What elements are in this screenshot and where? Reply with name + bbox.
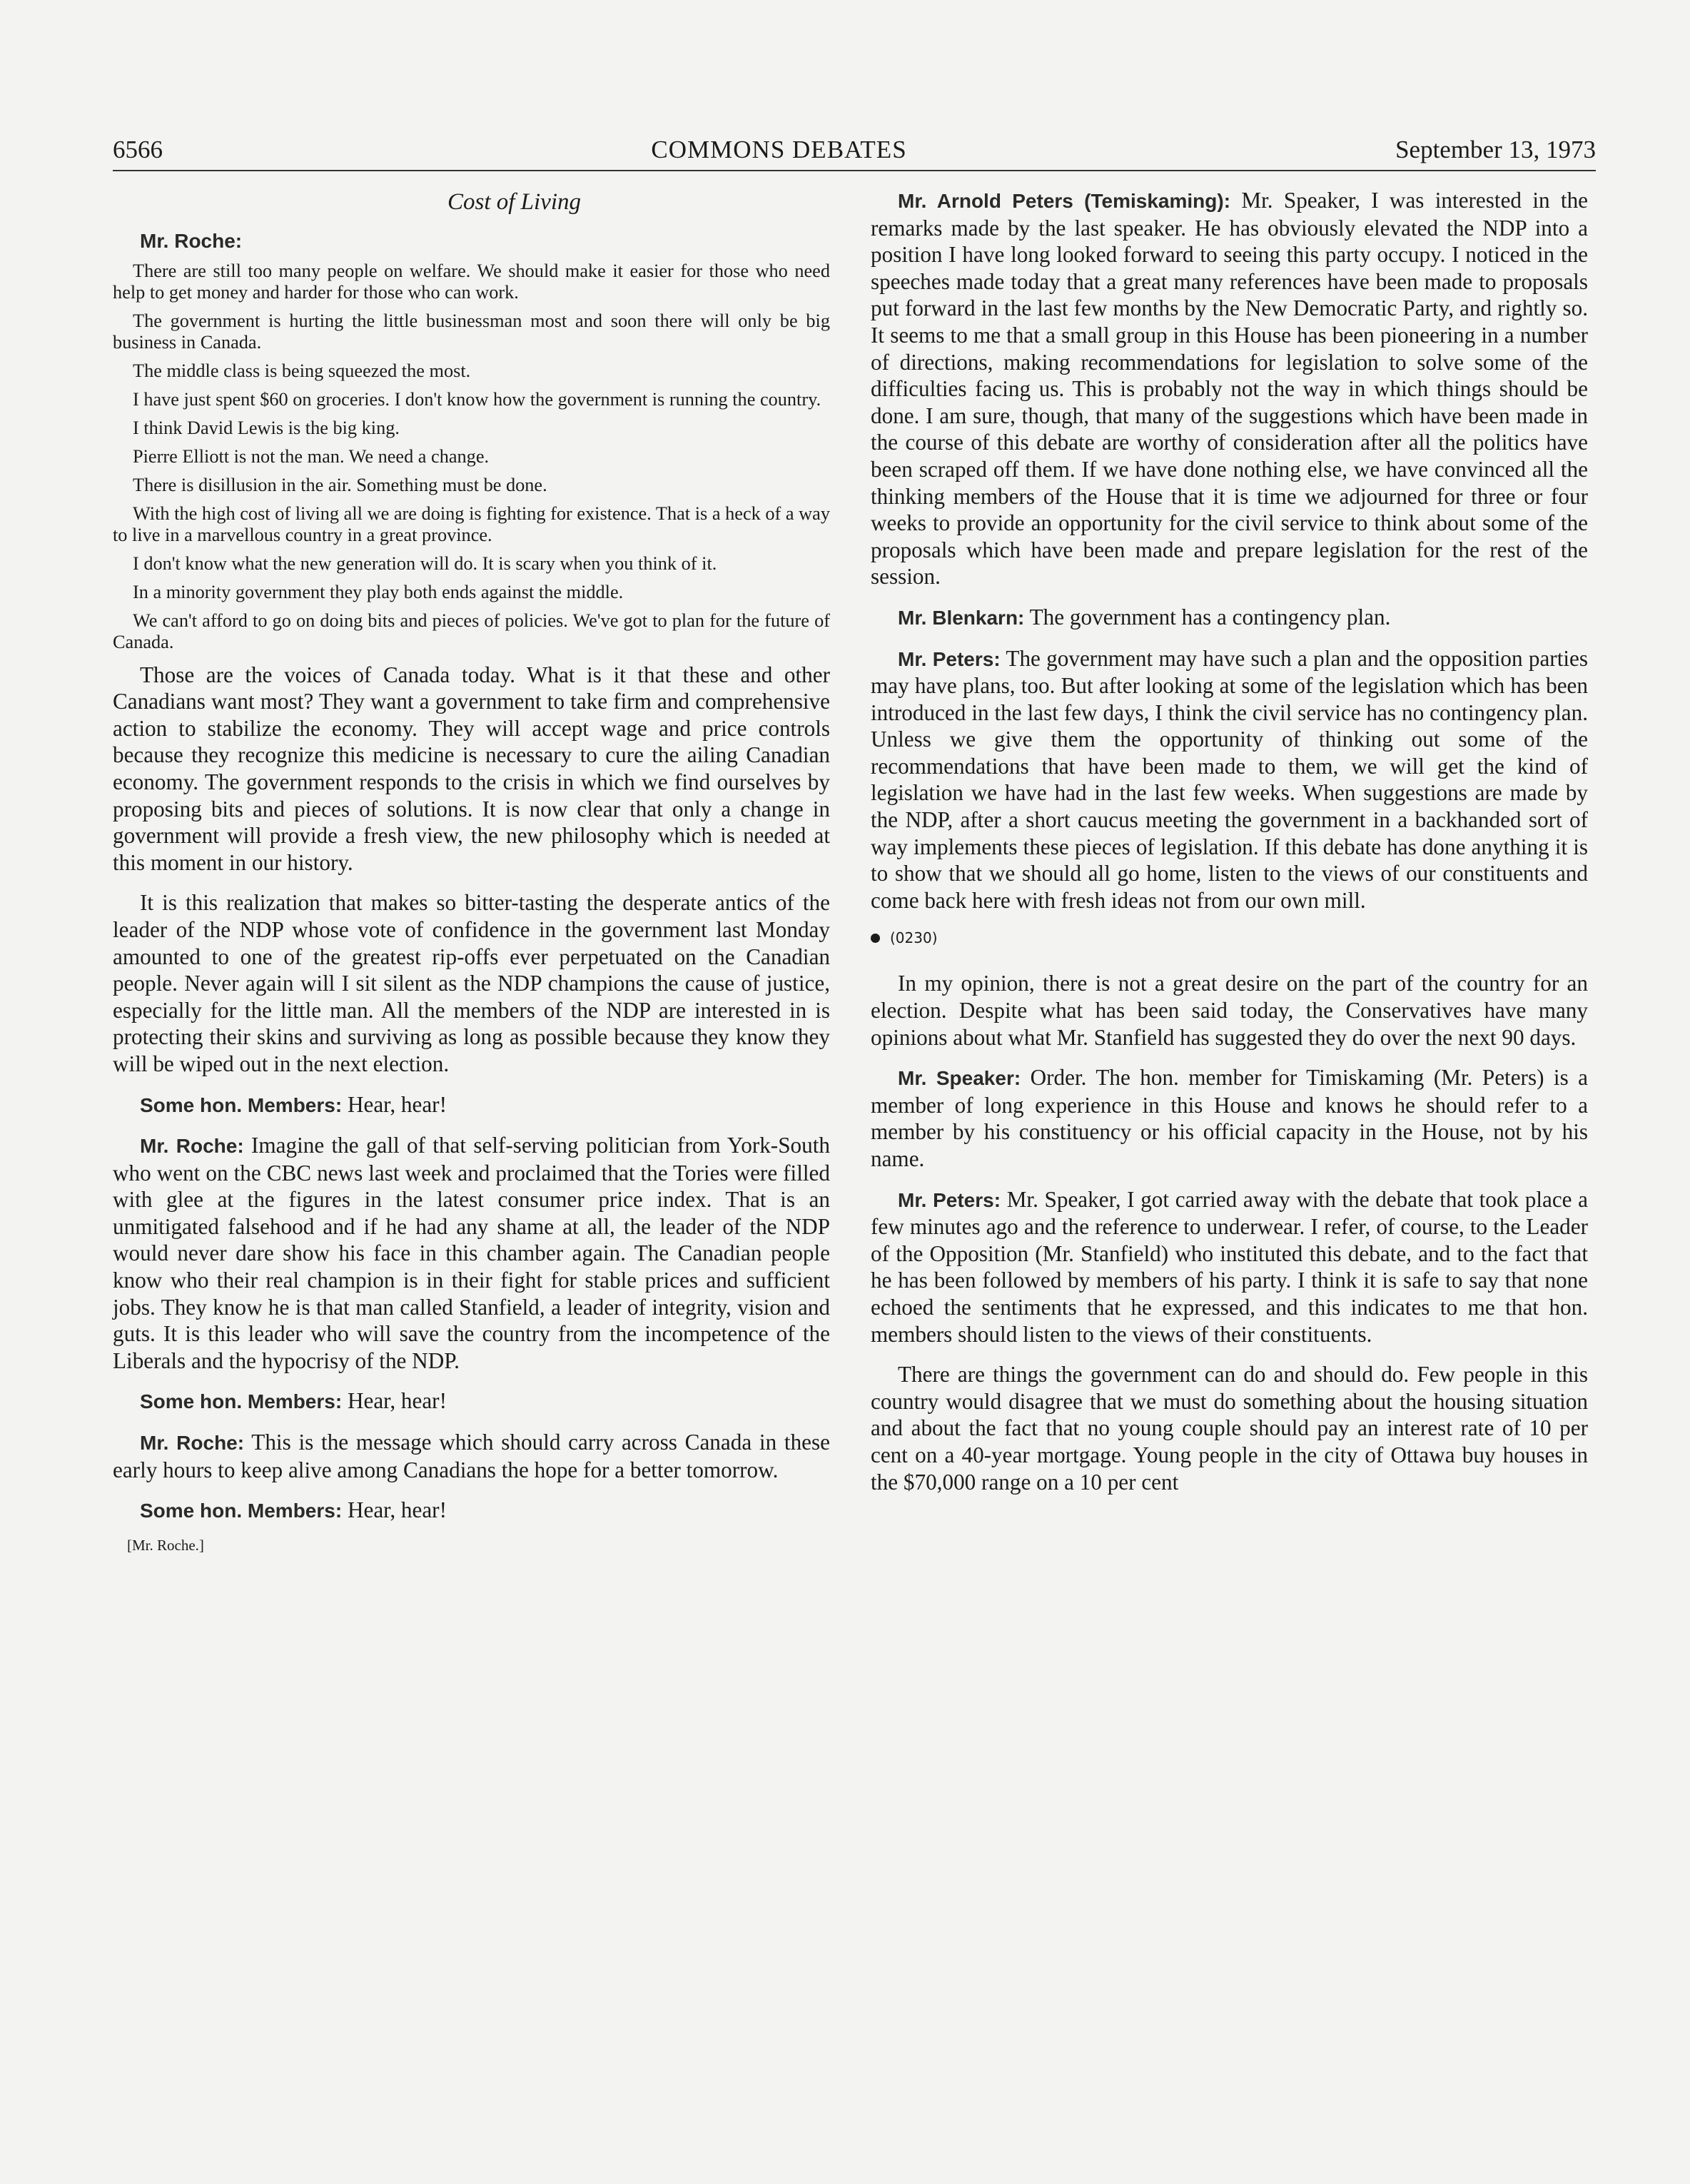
speaker-paragraph bbox=[113, 1132, 830, 1374]
section-title: Cost of Living bbox=[447, 189, 582, 215]
right-column bbox=[871, 187, 1588, 1509]
speech-text: Order. The hon. member for Timiskaming (Mr. Peters) is a member of long experience in this House and knows he should refer to a member by his constituency or his official capacity in the House, not by his name. bbox=[871, 1065, 1589, 1171]
interjection bbox=[113, 1387, 830, 1415]
speaker-name: Mr. Peters: bbox=[898, 1188, 1001, 1211]
body-paragraph: In my opinion, there is not a great desire on the part of the country for an election. Despite what has been said today, the Conservatives have many opinions about what Mr. Stanfield has suggested they do over the next 90 days. bbox=[871, 971, 1588, 1050]
speaker-note: [Mr. Roche.] bbox=[127, 1536, 204, 1554]
quote-item: With the high cost of living all we are doing is fighting for existence. That is a heck of a way to live in a marvellous country in a great province. bbox=[113, 502, 830, 545]
speaker-name: Mr. Roche: bbox=[140, 1432, 245, 1455]
page-header bbox=[113, 136, 1596, 171]
speech-text: This is the message which should carry across Canada in these early hours to keep alive among Canadians the hope for a better tomorrow. bbox=[113, 1430, 830, 1482]
interjection bbox=[113, 1091, 830, 1119]
quote-item: The middle class is being squeezed the most. bbox=[133, 360, 471, 381]
speaker-paragraph bbox=[871, 187, 1588, 590]
speaker-name: Mr. Peters: bbox=[898, 647, 1001, 670]
speaker-paragraph bbox=[113, 227, 830, 255]
quote-item: I have just spent $60 on groceries. I don't know how the government is running the country. bbox=[133, 388, 821, 410]
quote-item: The government is hurting the little businessman most and soon there will only be big business in Canada. bbox=[113, 310, 830, 353]
speech-text: Imagine the gall of that self-serving politician from York-South who went on the CBC news last week and proclaimed that the Tories were filled with glee at the figures in the latest consumer price index. That is an unmitigated falsehood and if he had any shame at all, the leader of the NDP would never dare show his face in this chamber again. The Canadian people know who their real champion is in their fight for stable prices and sufficient jobs. They know he is that man called Stanfield, a leader of integrity, vision and guts. It is this leader who will save the country from the incompetence of the Liberals and the hypocrisy of the NDP. bbox=[113, 1133, 830, 1373]
quote-item: In a minority government they play both ends against the middle. bbox=[133, 581, 624, 602]
speaker-name: Mr. Roche: bbox=[140, 230, 243, 252]
quote-item: I think David Lewis is the big king. bbox=[133, 417, 400, 438]
body-paragraph: Those are the voices of Canada today. What is it that these and other Canadians want most? They want a government to take firm and comprehensive action to stabilize the economy. They will accept wage and price controls because they recognize this medicine is necessary to cure the ailing Canadian economy. The government responds to the crisis in which we find ourselves by proposing bits and pieces of solutions. It is now clear that only a change in government will provide a fresh view, the new philosophy which is needed at this moment in our history. bbox=[113, 662, 830, 875]
speech-text: Mr. Speaker, I was interested in the remarks made by the last speaker. He has obviously elevated the NDP into a position I have long looked forward to seeing this party occupy. I noticed in the speeches made today that a great many references have been made to proposals put forward in the last few months by the New Democratic Party, and rightly so. It seems to me that a small group in this House has been pioneering in a number of directions, making recommendations for legislation to solve some of the difficulties facing us. This is probably not the way in which things should be done. I am sure, though, that many of the suggestions which have been made in the course of this debate are worthy of consideration after all the politics have been scraped off them. If we have done nothing else, we have convinced all the thinking members of the House that it is time we adjourned for three or four weeks to provide an opportunity for the civil service to think about some of the proposals which have been made and prepare legislation for the rest of the session. bbox=[871, 188, 1589, 590]
speaker-paragraph bbox=[113, 1429, 830, 1483]
speech-text: The government may have such a plan and the opposition parties may have plans, too. But after looking at some of the legislation which has been introduced in the last few days, I think the civil service has no contingency plan. Unless we give them the opportunity of thinking out some of the recommendations that have been made to them, we will get the kind of legislation we have had in the last few weeks. When suggestions are made by the NDP, after a short caucus meeting the government in a backhanded sort of way implements these pieces of legislation. If this debate has done anything it is to show that we should all go home, listen to the views of our constituents and come back here with fresh ideas not from our own mill. bbox=[871, 645, 1589, 913]
speaker-name: Mr. Arnold Peters (Temiskaming): bbox=[898, 190, 1231, 212]
quote-item: We can't afford to go on doing bits and pieces of policies. We've got to plan for the future of Canada. bbox=[113, 610, 830, 652]
page-date: September 13, 1973 bbox=[1395, 136, 1596, 163]
speech-text: Mr. Speaker, I got carried away with the debate that took place a few minutes ago and the reference to underwear. I refer, of course, to the Leader of the Opposition (Mr. Stanfield) who instituted this debate, and to the fact that he has been followed by members of his party. I think it is safe to say that none echoed the sentiments that he expressed, and this indicates to me that hon. members should listen to the views of their constituents. bbox=[871, 1186, 1589, 1347]
interjection-text: Hear, hear! bbox=[347, 1497, 447, 1523]
speaker-paragraph bbox=[871, 604, 1588, 632]
bullet-icon bbox=[871, 934, 880, 943]
quote-item: I don't know what the new generation will do. It is scary when you think of it. bbox=[133, 552, 717, 574]
page-number: 6566 bbox=[113, 136, 163, 163]
speaker-paragraph bbox=[871, 1186, 1588, 1348]
quotes-list bbox=[113, 261, 830, 653]
speaker-name: Mr. Speaker: bbox=[898, 1067, 1021, 1090]
interjection-text: Hear, hear! bbox=[347, 1091, 447, 1117]
interjection bbox=[113, 1497, 830, 1525]
speaker-name: Mr. Blenkarn: bbox=[898, 606, 1025, 629]
left-column bbox=[113, 187, 830, 1555]
time-marker-text: (0230) bbox=[890, 929, 938, 947]
speaker-name: Some hon. Members: bbox=[140, 1093, 343, 1116]
speech-text: The government has a contingency plan. bbox=[1029, 604, 1391, 630]
publication-title: COMMONS DEBATES bbox=[651, 136, 907, 163]
quote-item: There are still too many people on welfare. We should make it easier for those who need help to get money and harder for those who can work. bbox=[113, 260, 830, 303]
speaker-name: Some hon. Members: bbox=[140, 1390, 343, 1413]
speaker-name: Some hon. Members: bbox=[140, 1500, 343, 1522]
speaker-paragraph bbox=[871, 645, 1588, 914]
body-paragraph: There are things the government can do and should do. Few people in this country would disagree that we must do something about the housing situation and about the fact that no young couple should pay an interest rate of 10 per cent on a 40-year mortgage. Young people in the city of Ottawa buy houses in the $70,000 range on a 10 per cent bbox=[871, 1362, 1588, 1495]
interjection-text: Hear, hear! bbox=[347, 1388, 447, 1414]
speaker-paragraph bbox=[871, 1064, 1588, 1172]
speaker-name: Mr. Roche: bbox=[140, 1135, 244, 1158]
quote-item: Pierre Elliott is not the man. We need a change. bbox=[133, 445, 490, 467]
quote-item: There is disillusion in the air. Something must be done. bbox=[133, 474, 547, 495]
body-paragraph: It is this realization that makes so bitter-tasting the desperate antics of the leader of the NDP whose vote of confidence in the government last Monday amounted to one of the greatest rip-offs ever perpetuated on the Canadian people. Never again will I sit silent as the NDP champions the cause of justice, especially for the little man. All the members of the NDP are interested in is protecting their skins and surviving as long as possible because they know they will be wiped out in the next election. bbox=[113, 890, 830, 1076]
time-marker bbox=[871, 927, 1588, 949]
